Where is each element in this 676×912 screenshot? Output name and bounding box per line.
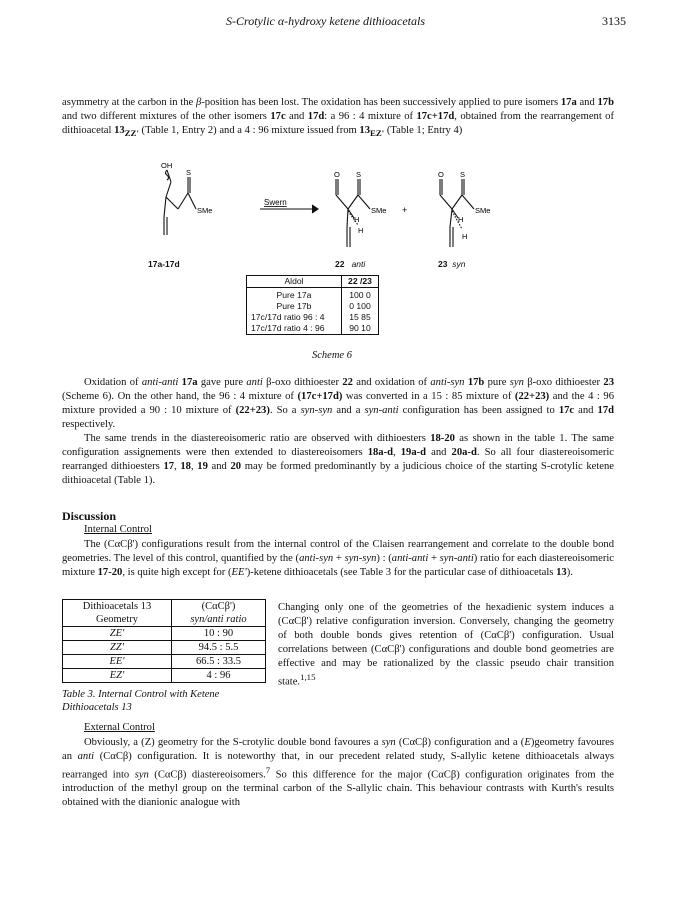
s-label: S [186,168,192,177]
table-header: (CαCβ') [201,601,236,612]
sme-label: SMe [475,206,491,215]
table-header: 22 /23 [342,276,379,288]
product-anti-label: 22 anti [335,259,366,269]
running-title: S-Crotylic α-hydroxy ketene dithioacetals [226,14,426,28]
table-row: 17c/17d ratio 4 : 96 90 10 [247,323,379,335]
page-number: 3135 [602,14,626,28]
h-label: H [358,226,364,235]
geometry-paragraph: Changing only one of the geometries of the hexadienic system induces a (CαCβ') relative configuration inversion. Conversely, changing the geometry of both double bonds gives retention of (CαCβ') configuration. Usual correlations between (CαCβ') configurations and double bond geometries are effective and may be rationalized by the classic pseudo chair transition state.$^{1,15}$ [278,602,614,688]
table-row: EZ' 4 : 96 [63,669,266,683]
table-header: Geometry [63,613,172,627]
s-label: S [460,170,466,179]
trends-paragraph: The same trends in the diastereoisomeric ratio are observed with dithioesters 18-20 as shown in the table 1. The same configuration assignements were then extended to diastereoisomers 18a-d, 19a-d and 20a-d. So all four diastereoisomeric rearranged dithioesters 17, 18, 19 and 20 may be formed predominantly by a judicious choice of the starting S-crotylic ketene dithioacetal (Table 1). [62,433,615,486]
s-label: S [356,170,362,179]
scheme-6-structures [140,155,540,270]
intro-paragraph: asymmetry at the carbon in the β-position has been lost. The oxidation has been successively applied to pure isomers 17a and 17b and two different mixtures of the other isomers 17c and 17d: a 96 : 4 mixture of 17c+17d, obtained from the rearrangement of dithioacetal $13_{ZZ'}$ (Table 1, Entry 2) and a 4 : 96 mixture issued from $13_{EZ'}$ (Table 1; Entry 4) [62,97,615,138]
plus-sign: + [402,205,408,215]
table-row: ZE' 10 : 90 [63,627,266,641]
table-row: ZZ' 94.5 : 5.5 [63,641,266,655]
external-control-paragraph: Obviously, a (Z) geometry for the S-crotylic double bond favoures a syn (CαCβ) configuration and a (E)geometry favoures an anti (CαCβ) configuration. It is noteworthy that, in our precedent related study, S-allylic ketene dithioacetals always rearranged into syn (CαCβ) diastereoisomers.$^7$ So this difference for the major (CαCβ) configuration originates from the introduction of the methyl group on the terminal carbon of the S-allylic chain. This behaviour contrasts with Kurth's results obtained with the dianionic analogue with [62,737,615,809]
table-3 [62,599,266,683]
table-row: Pure 17a 100 0 [247,288,379,302]
scheme-ratio-table [246,275,379,335]
product-syn-label: 23 syn [438,259,466,269]
sme-label: SMe [197,206,213,215]
h-label: H [354,215,360,224]
h-label: H [458,215,464,224]
oxidation-paragraph: Oxidation of anti-anti 17a gave pure anti β-oxo dithioester 22 and oxidation of anti-syn 17b pure syn β-oxo dithioester 23 (Scheme 6). On the other hand, the 96 : 4 mixture of (17c+17d) was converted in a 15 : 85 mixture of (22+23) and the 4 : 96 mixture provided a 90 : 10 mixture of (22+23). So a syn-syn and a syn-anti configuration has been assigned to 17c and 17d respectively. [62,377,615,430]
subsection-heading: Internal Control [84,524,152,535]
table-header: Aldol [247,276,342,288]
table-header: syn/anti ratio [172,613,266,627]
table-3-caption: Table 3. Internal Control with Ketene Dithioacetals 13 [62,689,220,713]
table-row: Pure 17b 0 100 [247,301,379,312]
section-heading: Discussion [62,509,117,523]
internal-control-paragraph: The (CαCβ') configurations result from the internal control of the Claisen rearrangement and correlate to the double bond geometries. The level of this control, quantified by the (anti-syn + syn-syn) : (anti-anti + syn-anti) ratio for each diastereoisomeric mixture 17-20, is quite high except for (EE')-ketene dithioacetals (see Table 3 for the particular case of dithioacetals 13). [62,539,614,578]
h-label: H [462,232,468,241]
o-label: O [334,170,340,179]
scheme-caption: Scheme 6 [312,350,352,361]
table-row: 17c/17d ratio 96 : 4 15 85 [247,312,379,323]
start-compound-label: 17a-17d [148,259,180,269]
swern-label: Swern [264,198,287,207]
table-row: EE' 66.5 : 33.5 [63,655,266,669]
subsection-heading: External Control [84,722,155,733]
table-header: Dithioacetals 13 [63,600,172,614]
sme-label: SMe [371,206,387,215]
oh-label: OH [161,161,173,170]
o-label: O [438,170,444,179]
